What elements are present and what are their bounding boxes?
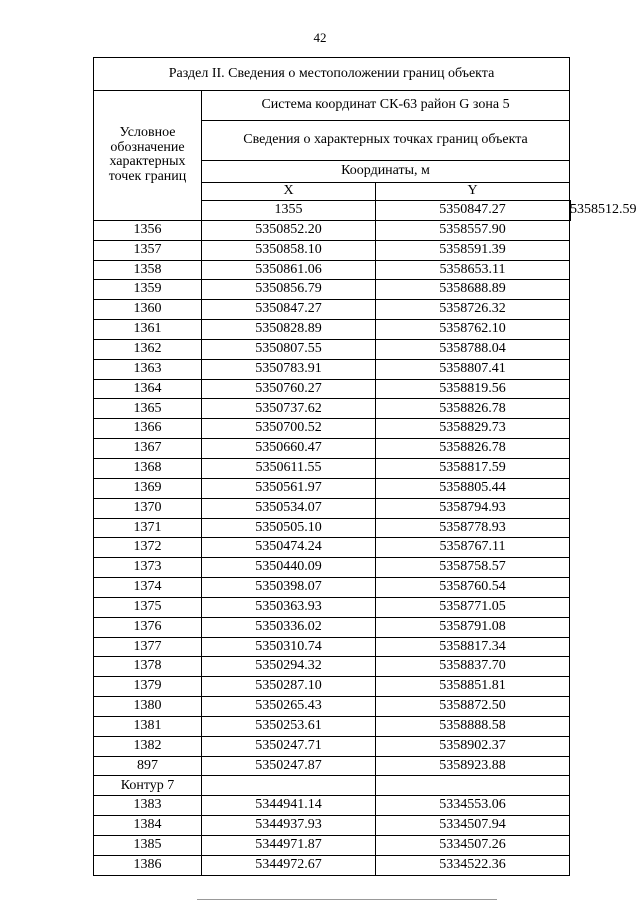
point-id-cell: 1362 xyxy=(94,339,202,359)
y-coordinate-cell: 5334507.26 xyxy=(376,836,570,856)
point-id-cell: 1366 xyxy=(94,419,202,439)
table-row xyxy=(94,339,571,359)
x-coordinate-cell: 5350294.32 xyxy=(202,657,376,677)
x-coordinate-cell: 5350247.71 xyxy=(202,736,376,756)
x-coordinate-cell: 5350398.07 xyxy=(202,578,376,598)
point-id-cell: 1360 xyxy=(94,300,202,320)
table-body xyxy=(94,58,637,876)
table-row xyxy=(94,280,571,300)
y-coordinate-cell: 5358760.54 xyxy=(376,578,570,598)
table-row xyxy=(94,399,571,419)
x-coordinate-cell: 5350611.55 xyxy=(202,458,376,478)
y-coordinate-cell: 5358805.44 xyxy=(376,478,570,498)
y-coordinate-cell: 5358829.73 xyxy=(376,419,570,439)
table-row xyxy=(94,836,571,856)
table-row xyxy=(94,677,571,697)
x-coordinate-cell: 5350505.10 xyxy=(202,518,376,538)
table-row xyxy=(94,419,571,439)
x-coordinate-cell: 5350310.74 xyxy=(202,637,376,657)
y-header: Y xyxy=(376,183,570,201)
point-id-cell: 1378 xyxy=(94,657,202,677)
x-coordinate-cell: 5350847.27 xyxy=(202,300,376,320)
y-coordinate-cell: 5358788.04 xyxy=(376,339,570,359)
y-coordinate-cell: 5358557.90 xyxy=(376,220,570,240)
point-id-cell: 1373 xyxy=(94,558,202,578)
y-coordinate-cell: 5358591.39 xyxy=(376,240,570,260)
x-coordinate-cell: 5350858.10 xyxy=(202,240,376,260)
point-id-cell: 1382 xyxy=(94,736,202,756)
point-id-cell: 1364 xyxy=(94,379,202,399)
y-coordinate-cell: 5358758.57 xyxy=(376,558,570,578)
empty-cell xyxy=(202,776,376,796)
y-coordinate-cell: 5358923.88 xyxy=(376,756,570,776)
table-row xyxy=(94,736,571,756)
table-row xyxy=(94,320,571,340)
point-label-header xyxy=(94,91,202,221)
point-id-cell: 1367 xyxy=(94,439,202,459)
table-row xyxy=(94,359,571,379)
y-coordinate-cell: 5358512.59 xyxy=(570,202,637,218)
y-coordinate-cell: 5358653.11 xyxy=(376,260,570,280)
x-coordinate-cell: 5350783.91 xyxy=(202,359,376,379)
table-row xyxy=(94,716,571,736)
point-id-cell: 1385 xyxy=(94,836,202,856)
y-coordinate-cell: 5358837.70 xyxy=(376,657,570,677)
table-row xyxy=(94,578,571,598)
y-coordinate-cell: 5358794.93 xyxy=(376,498,570,518)
y-coordinate-cell: 5358826.78 xyxy=(376,399,570,419)
table-row xyxy=(94,439,571,459)
table-row xyxy=(94,657,571,677)
table-row xyxy=(94,498,571,518)
table-row xyxy=(94,458,571,478)
bottom-divider xyxy=(197,899,497,900)
point-id-cell: 1375 xyxy=(94,597,202,617)
y-coordinate-cell: 5358791.08 xyxy=(376,617,570,637)
table-row xyxy=(94,558,571,578)
y-coordinate-cell: 5334522.36 xyxy=(376,855,570,875)
y-coordinate-cell: 5358726.32 xyxy=(376,300,570,320)
point-id-cell: 1383 xyxy=(94,796,202,816)
x-coordinate-cell: 5350760.27 xyxy=(202,379,376,399)
point-id-cell: 1381 xyxy=(94,716,202,736)
section-title: Раздел II. Сведения о местоположении границ объекта xyxy=(94,58,570,91)
point-id-cell: 897 xyxy=(94,756,202,776)
x-coordinate-cell: 5350363.93 xyxy=(202,597,376,617)
x-coordinate-cell: 5350856.79 xyxy=(202,280,376,300)
table-row xyxy=(94,756,571,776)
point-id-cell: 1380 xyxy=(94,697,202,717)
table-row xyxy=(94,597,571,617)
table-row xyxy=(94,538,571,558)
point-id-cell: 1363 xyxy=(94,359,202,379)
x-coordinate-cell: 5350287.10 xyxy=(202,677,376,697)
coordinate-system-row xyxy=(94,91,571,121)
point-id-cell: 1359 xyxy=(94,280,202,300)
x-coordinate-cell: 5350660.47 xyxy=(202,439,376,459)
point-id-cell: 1368 xyxy=(94,458,202,478)
x-coordinate-cell: 5350828.89 xyxy=(202,320,376,340)
coordinate-system: Система координат СК-63 район G зона 5 xyxy=(202,91,570,121)
x-coordinate-cell: 5350861.06 xyxy=(202,260,376,280)
x-coordinate-cell: 5350253.61 xyxy=(202,716,376,736)
table-row xyxy=(94,697,571,717)
table-row xyxy=(94,478,571,498)
x-coordinate-cell: 5350737.62 xyxy=(202,399,376,419)
point-id-cell: 1374 xyxy=(94,578,202,598)
table-row xyxy=(94,220,571,240)
point-label-text: Условное обозначение характерных точек границ xyxy=(108,125,187,185)
y-coordinate-cell: 5358817.59 xyxy=(376,458,570,478)
point-id-cell: 1365 xyxy=(94,399,202,419)
y-coordinate-cell: 5358902.37 xyxy=(376,736,570,756)
x-coordinate-cell: 5344941.14 xyxy=(202,796,376,816)
point-id-cell: 1376 xyxy=(94,617,202,637)
x-coordinate-cell: 5344937.93 xyxy=(202,816,376,836)
contour-row xyxy=(94,776,571,796)
contour-label: Контур 7 xyxy=(94,776,202,796)
x-coordinate-cell: 5350265.43 xyxy=(202,697,376,717)
y-coordinate-cell: 5358778.93 xyxy=(376,518,570,538)
empty-cell xyxy=(376,776,570,796)
x-coordinate-cell: 5350700.52 xyxy=(202,419,376,439)
x-coordinate-cell: 5350440.09 xyxy=(202,558,376,578)
x-coordinate-cell: 5344972.67 xyxy=(202,855,376,875)
y-coordinate-cell: 5358888.58 xyxy=(376,716,570,736)
point-id-cell: 1377 xyxy=(94,637,202,657)
y-coordinate-cell: 5334507.94 xyxy=(376,816,570,836)
point-id-cell: 1356 xyxy=(94,220,202,240)
y-coordinate-cell: 5358762.10 xyxy=(376,320,570,340)
point-id-cell: 1386 xyxy=(94,855,202,875)
page-number: 42 xyxy=(313,30,327,45)
x-coordinate-cell: 5350474.24 xyxy=(202,538,376,558)
x-coordinate-cell: 5350847.27 xyxy=(376,201,570,221)
y-coordinate-cell: 5358767.11 xyxy=(376,538,570,558)
section-title-row xyxy=(94,58,571,91)
y-coordinate-cell: 5358851.81 xyxy=(376,677,570,697)
point-id-cell: 1355 xyxy=(202,201,376,221)
point-id-cell: 1371 xyxy=(94,518,202,538)
x-coordinate-cell: 5350534.07 xyxy=(202,498,376,518)
x-coordinate-cell: 5350336.02 xyxy=(202,617,376,637)
x-coordinate-cell: 5350561.97 xyxy=(202,478,376,498)
y-coordinate-cell: 5358817.34 xyxy=(376,637,570,657)
y-coordinate-cell: 5358807.41 xyxy=(376,359,570,379)
y-coordinate-cell: 5358771.05 xyxy=(376,597,570,617)
coordinates-header: Координаты, м xyxy=(202,161,570,183)
point-id-cell: 1369 xyxy=(94,478,202,498)
x-coordinate-cell: 5350852.20 xyxy=(202,220,376,240)
boundary-info: Сведения о характерных точках границ объекта xyxy=(202,121,570,161)
x-header: X xyxy=(202,183,376,201)
point-id-cell: 1372 xyxy=(94,538,202,558)
table-row xyxy=(94,300,571,320)
table-row xyxy=(94,855,571,875)
point-id-cell: 1384 xyxy=(94,816,202,836)
table-row xyxy=(94,796,571,816)
point-id-cell: 1358 xyxy=(94,260,202,280)
x-coordinate-cell: 5350807.55 xyxy=(202,339,376,359)
table-row xyxy=(94,617,571,637)
point-id-cell: 1370 xyxy=(94,498,202,518)
y-coordinate-cell: 5334553.06 xyxy=(376,796,570,816)
table-row xyxy=(94,518,571,538)
y-coordinate-cell: 5358819.56 xyxy=(376,379,570,399)
table-row xyxy=(94,379,571,399)
table-row xyxy=(94,816,571,836)
table-row xyxy=(94,260,571,280)
y-coordinate-cell: 5358826.78 xyxy=(376,439,570,459)
y-coordinate-cell: 5358688.89 xyxy=(376,280,570,300)
point-id-cell: 1361 xyxy=(94,320,202,340)
point-id-cell: 1357 xyxy=(94,240,202,260)
table-row xyxy=(94,637,571,657)
table-row xyxy=(94,240,571,260)
coordinates-table xyxy=(93,57,637,876)
x-coordinate-cell: 5350247.87 xyxy=(202,756,376,776)
y-coordinate-cell: 5358872.50 xyxy=(376,697,570,717)
x-coordinate-cell: 5344971.87 xyxy=(202,836,376,856)
point-id-cell: 1379 xyxy=(94,677,202,697)
